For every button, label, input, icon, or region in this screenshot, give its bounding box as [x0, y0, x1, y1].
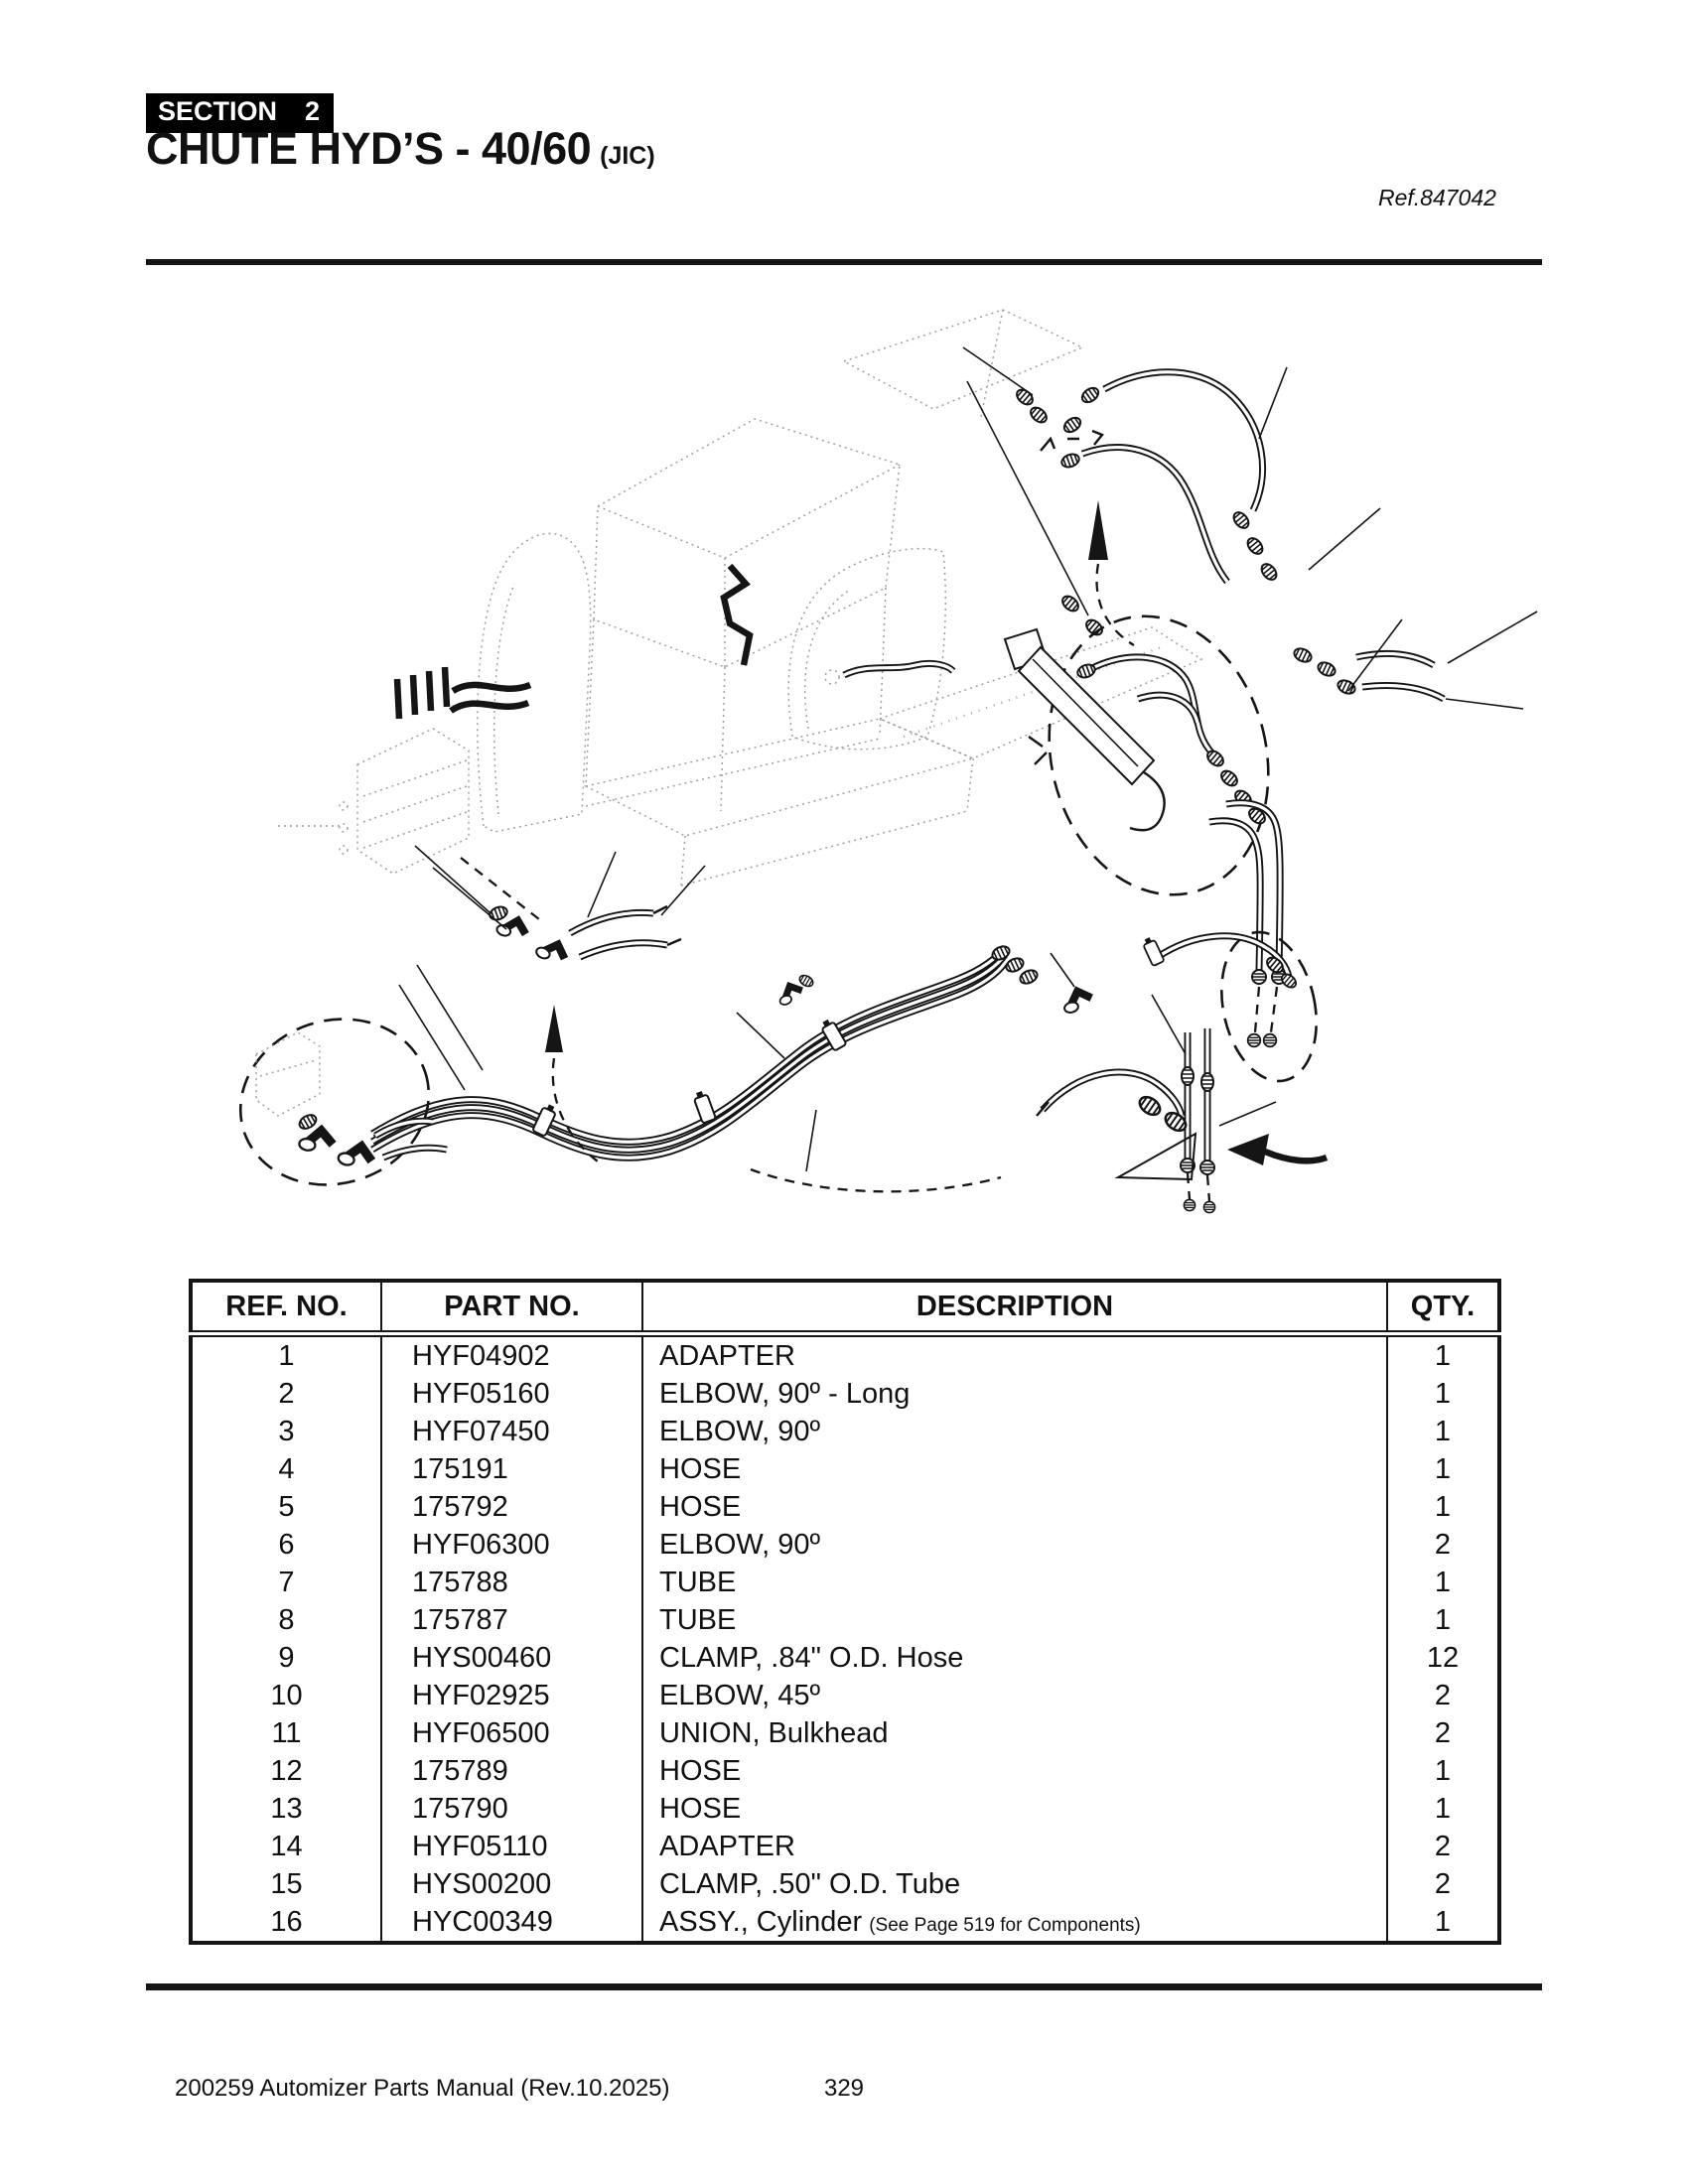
- footer-manual-title: 200259 Automizer Parts Manual (Rev.10.2025): [175, 2075, 670, 2102]
- cell-qty: 1: [1387, 1413, 1499, 1450]
- cell-description: TUBE: [642, 1601, 1387, 1639]
- valve-block-ghost: [278, 729, 469, 874]
- cell-qty: 2: [1387, 1677, 1499, 1714]
- cell-part-no: 175789: [381, 1752, 642, 1790]
- leader-lines: [399, 347, 1537, 1171]
- main-hose-bundle: [372, 944, 1040, 1159]
- cell-description: ELBOW, 45º: [642, 1677, 1387, 1714]
- table-row: [191, 1334, 1499, 1376]
- cell-description: ELBOW, 90º: [642, 1526, 1387, 1564]
- cell-qty: 1: [1387, 1752, 1499, 1790]
- center-elbow-pair: [776, 973, 815, 1006]
- cell-qty: 1: [1387, 1564, 1499, 1601]
- cell-qty: 1: [1387, 1488, 1499, 1526]
- cell-qty: 1: [1387, 1790, 1499, 1828]
- title-rule: [146, 259, 1542, 265]
- cell-ref-no: 1: [191, 1334, 381, 1376]
- col-qty: QTY.: [1387, 1281, 1499, 1334]
- cell-description: HOSE: [642, 1450, 1387, 1488]
- bottom-left-callout: [218, 995, 450, 1208]
- table-row: [191, 1714, 1499, 1752]
- footer-page-number: 329: [823, 2075, 865, 2102]
- machine-base-hoses: [397, 566, 953, 719]
- footer-rule: [146, 1983, 1542, 1990]
- cell-part-no: HYF06300: [381, 1526, 642, 1564]
- cell-description: ASSY., Cylinder (See Page 519 for Components): [642, 1903, 1387, 1943]
- cell-part-no: 175788: [381, 1564, 642, 1601]
- cell-description: HOSE: [642, 1752, 1387, 1790]
- cell-part-no: HYF04902: [381, 1334, 642, 1376]
- table-row: [191, 1903, 1499, 1943]
- cell-description: UNION, Bulkhead: [642, 1714, 1387, 1752]
- page-title-suffix: (JIC): [600, 142, 655, 170]
- table-row: [191, 1526, 1499, 1564]
- table-row: [191, 1677, 1499, 1714]
- table-row: [191, 1413, 1499, 1450]
- table-row: [191, 1488, 1499, 1526]
- cell-part-no: HYS00200: [381, 1865, 642, 1903]
- page-title: [146, 123, 655, 175]
- table-header-row: [191, 1281, 1499, 1334]
- cell-description: ELBOW, 90º - Long: [642, 1375, 1387, 1413]
- parts-table: [189, 1279, 1501, 1945]
- cell-part-no: 175792: [381, 1488, 642, 1526]
- cell-qty: 2: [1387, 1865, 1499, 1903]
- cell-qty: 1: [1387, 1375, 1499, 1413]
- page-title-text: CHUTE HYD’S - 40/60: [146, 123, 592, 174]
- cell-part-no: HYC00349: [381, 1903, 642, 1943]
- table-row: [191, 1375, 1499, 1413]
- cell-description: HOSE: [642, 1790, 1387, 1828]
- cell-qty: 1: [1387, 1903, 1499, 1943]
- cell-description: CLAMP, .84" O.D. Hose: [642, 1639, 1387, 1677]
- valve-outlet-fittings: [488, 904, 681, 967]
- cell-qty: 1: [1387, 1601, 1499, 1639]
- cell-description: CLAMP, .50" O.D. Tube: [642, 1865, 1387, 1903]
- col-part-no: PART NO.: [381, 1281, 642, 1334]
- cell-ref-no: 14: [191, 1828, 381, 1865]
- table-row: [191, 1564, 1499, 1601]
- table-row: [191, 1790, 1499, 1828]
- cell-part-no: HYF06500: [381, 1714, 642, 1752]
- cell-ref-no: 8: [191, 1601, 381, 1639]
- table-row: [191, 1752, 1499, 1790]
- bottom-right-tubes: [1037, 936, 1327, 1213]
- col-description: DESCRIPTION: [642, 1281, 1387, 1334]
- cell-description: HOSE: [642, 1488, 1387, 1526]
- table-row: [191, 1865, 1499, 1903]
- cell-ref-no: 12: [191, 1752, 381, 1790]
- cell-qty: 1: [1387, 1450, 1499, 1488]
- table-row: [191, 1639, 1499, 1677]
- cell-qty: 2: [1387, 1828, 1499, 1865]
- parts-diagram: [149, 270, 1539, 1263]
- cell-qty: 1: [1387, 1334, 1499, 1376]
- reference-number: Ref.847042: [1378, 185, 1496, 210]
- cell-ref-no: 2: [191, 1375, 381, 1413]
- cell-description: ADAPTER: [642, 1334, 1387, 1376]
- cell-part-no: 175191: [381, 1450, 642, 1488]
- cell-ref-no: 6: [191, 1526, 381, 1564]
- cell-qty: 2: [1387, 1526, 1499, 1564]
- cell-ref-no: 5: [191, 1488, 381, 1526]
- cell-ref-no: 15: [191, 1865, 381, 1903]
- cell-ref-no: 10: [191, 1677, 381, 1714]
- cell-qty: 2: [1387, 1714, 1499, 1752]
- cell-description: ELBOW, 90º: [642, 1413, 1387, 1450]
- cell-description: ADAPTER: [642, 1828, 1387, 1865]
- cell-part-no: HYF05110: [381, 1828, 642, 1865]
- col-ref-no: REF. NO.: [191, 1281, 381, 1334]
- cell-ref-no: 7: [191, 1564, 381, 1601]
- section-number: 2: [305, 96, 321, 126]
- cell-part-no: 175787: [381, 1601, 642, 1639]
- section-label: SECTION: [158, 96, 278, 126]
- cell-part-no: HYF05160: [381, 1375, 642, 1413]
- cell-part-no: HYF07450: [381, 1413, 642, 1450]
- cell-part-no: HYS00460: [381, 1639, 642, 1677]
- cylinder-callout: [1005, 593, 1297, 918]
- cell-ref-no: 3: [191, 1413, 381, 1450]
- chute-panel-ghost: [788, 549, 945, 750]
- table-row: [191, 1601, 1499, 1639]
- cell-ref-no: 16: [191, 1903, 381, 1943]
- cell-ref-no: 13: [191, 1790, 381, 1828]
- cell-description: TUBE: [642, 1564, 1387, 1601]
- parts-table-body: [191, 1334, 1499, 1944]
- cell-ref-no: 11: [191, 1714, 381, 1752]
- table-row: [191, 1450, 1499, 1488]
- cell-part-no: 175790: [381, 1790, 642, 1828]
- cell-ref-no: 4: [191, 1450, 381, 1488]
- dashed-connectors: [461, 858, 1001, 1191]
- cell-qty: 12: [1387, 1639, 1499, 1677]
- table-row: [191, 1828, 1499, 1865]
- cell-ref-no: 9: [191, 1639, 381, 1677]
- cell-part-no: HYF02925: [381, 1677, 642, 1714]
